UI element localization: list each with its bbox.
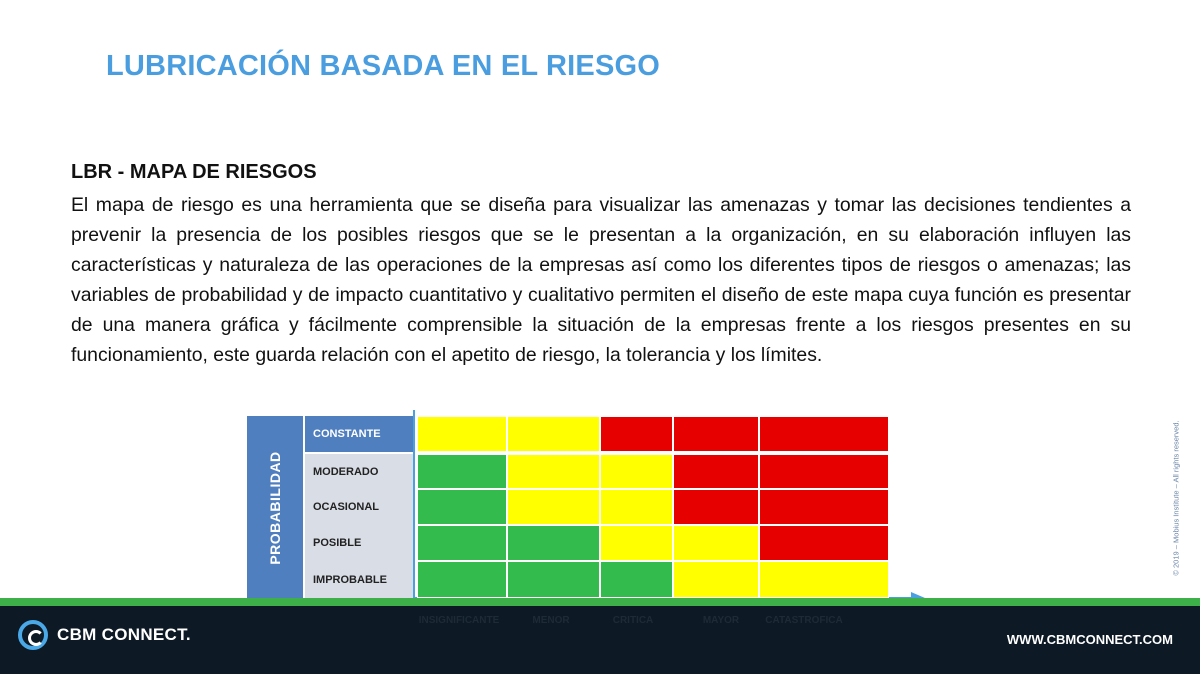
footer-bar	[0, 606, 1200, 674]
risk-cell-improbable-insignificante	[417, 561, 507, 598]
section-heading: LBR - MAPA DE RIESGOS	[71, 161, 317, 183]
risk-cell-constante-insignificante	[417, 416, 507, 452]
probability-axis-label: PROBABILIDAD	[267, 451, 283, 565]
risk-cell-moderado-insignificante	[417, 454, 507, 489]
risk-cell-improbable-critica	[600, 561, 673, 598]
risk-cell-posible-critica	[600, 525, 673, 561]
risk-cell-ocasional-menor	[507, 489, 600, 525]
column-label-insignificante: INSIGNIFICANTE	[418, 615, 500, 626]
risk-cell-ocasional-mayor	[673, 489, 759, 525]
vertical-axis	[413, 410, 415, 598]
risk-cell-posible-catastrofica	[759, 525, 889, 561]
slide-title: LUBRICACIÓN BASADA EN EL RIESGO	[106, 50, 661, 82]
row-label-improbable: IMPROBABLE	[305, 561, 413, 598]
column-label-critica: CRITICA	[612, 615, 654, 626]
row-label-posible: POSIBLE	[305, 525, 413, 561]
risk-cell-ocasional-critica	[600, 489, 673, 525]
risk-cell-moderado-menor	[507, 454, 600, 489]
risk-cell-constante-mayor	[673, 416, 759, 452]
green-band	[0, 598, 1200, 606]
risk-cell-improbable-catastrofica	[759, 561, 889, 598]
risk-cell-moderado-mayor	[673, 454, 759, 489]
risk-cell-improbable-menor	[507, 561, 600, 598]
website-url: WWW.CBMCONNECT.COM	[1006, 632, 1173, 647]
logo-text: CBM CONNECT.	[57, 625, 191, 644]
risk-cell-constante-catastrofica	[759, 416, 889, 452]
column-label-catastrofica: CATASTROFICA	[765, 615, 843, 626]
risk-cell-posible-menor	[507, 525, 600, 561]
column-label-mayor: MAYOR	[702, 615, 740, 626]
row-label-constante: CONSTANTE	[305, 416, 413, 452]
risk-cell-moderado-critica	[600, 454, 673, 489]
risk-cell-posible-mayor	[673, 525, 759, 561]
copyright-notice: © 2019 – Mobius Institute – All rights reserved.	[1171, 420, 1181, 576]
body-paragraph: El mapa de riesgo es una herramienta que se diseña para visualizar las amenazas y tomar las decisiones tendientes a prevenir la presencia de los posibles riesgos que se le presentan a la organización, en su elaboración influyen las características y naturaleza de las operaciones de la empresas así como los diferentes tipos de riesgos o amenazas; las variables de probabilidad y de impacto cuantitativo y cualitativo permiten el diseño de este mapa cuya función es presentar de una manera gráfica y fácilmente comprensible la situación de la empresas frente a los riesgos presentes en su funcionamiento, este guarda relación con el apetito de riesgo, la tolerancia y los límites.	[71, 194, 1131, 366]
logo	[18, 620, 191, 650]
risk-cell-posible-insignificante	[417, 525, 507, 561]
risk-cell-moderado-catastrofica	[759, 454, 889, 489]
risk-cell-constante-critica	[600, 416, 673, 452]
row-label-ocasional: OCASIONAL	[305, 489, 413, 525]
risk-cell-ocasional-catastrofica	[759, 489, 889, 525]
column-label-menor: MENOR	[532, 615, 570, 626]
row-label-moderado: MODERADO	[305, 454, 413, 489]
risk-cell-improbable-mayor	[673, 561, 759, 598]
probability-label-column	[247, 416, 303, 598]
risk-cell-constante-menor	[507, 416, 600, 452]
cbm-logo-icon	[18, 620, 48, 650]
risk-cell-ocasional-insignificante	[417, 489, 507, 525]
